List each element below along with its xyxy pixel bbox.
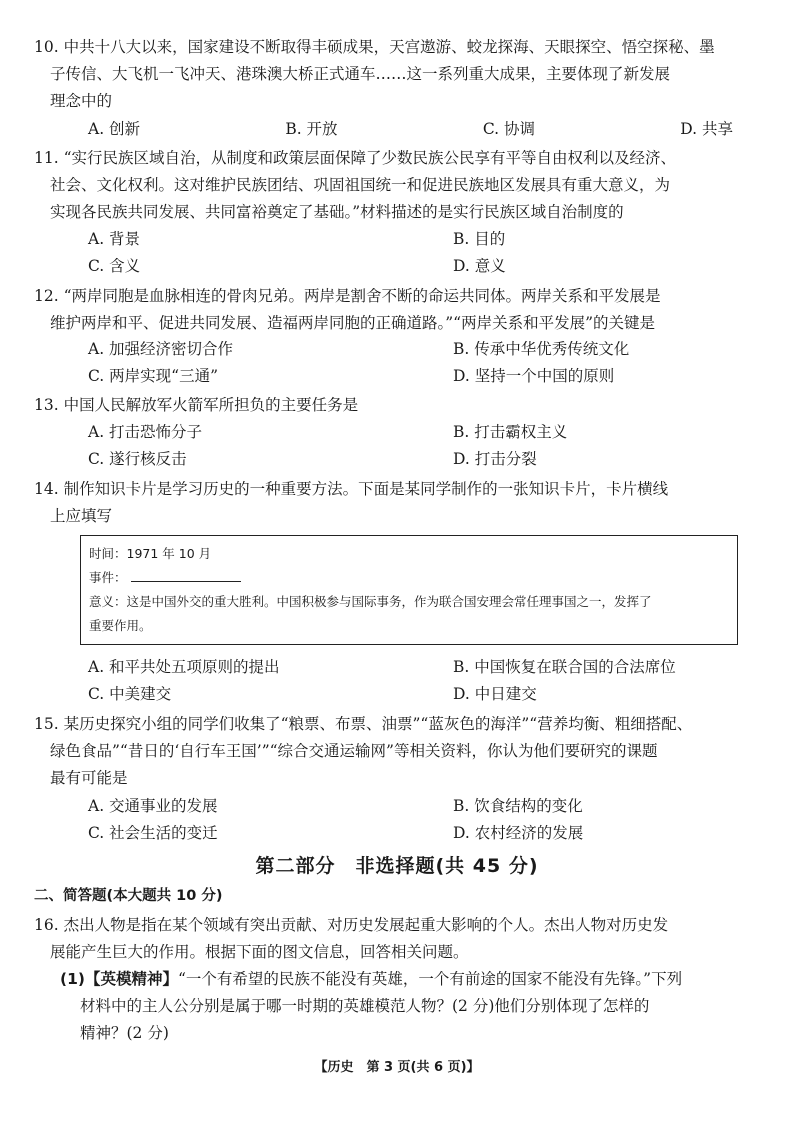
option-c[interactable]: C. 中美建交 <box>88 685 172 703</box>
card-meaning-line1: 意义：这是中国外交的重大胜利。中国积极参与国际事务，作为联合国安理会常任理事国之一，发挥了 <box>89 594 652 609</box>
option-b[interactable]: B. 打击霸权主义 <box>453 423 568 441</box>
option-d[interactable]: D. 农村经济的发展 <box>453 824 584 842</box>
question-10-line3: 理念中的 <box>50 92 113 110</box>
option-a[interactable]: A. 背景 <box>88 230 141 248</box>
option-a[interactable]: A. 创新 <box>88 120 141 138</box>
question-16 <box>34 912 744 966</box>
sub1-label: (1)【英模精神】 <box>60 970 178 988</box>
question-15-line3: 最有可能是 <box>50 769 128 787</box>
question-16-line1: 16. 杰出人物是指在某个领域有突出贡献、对历史发展起重大影响的个人。杰出人物对历史发 <box>34 916 669 934</box>
question-11-line2: 社会、文化权利。这对维护民族团结、巩固祖国统一和促进民族地区发展具有重大意义，为 <box>50 176 671 194</box>
option-a[interactable]: A. 打击恐怖分子 <box>88 423 203 441</box>
option-a[interactable]: A. 和平共处五项原则的提出 <box>88 658 280 676</box>
option-a[interactable]: A. 交通事业的发展 <box>88 797 218 815</box>
question-14 <box>34 476 744 530</box>
option-b[interactable]: B. 开放 <box>285 120 338 138</box>
option-d[interactable]: D. 打击分裂 <box>453 450 537 468</box>
section-subheading: 二、简答题(本大题共 10 分) <box>34 888 223 904</box>
question-15-options <box>88 793 738 847</box>
question-10-options <box>88 116 738 143</box>
question-12-line2: 维护两岸和平、促进共同发展、造福两岸同胞的正确道路。”“两岸关系和平发展”的关键是 <box>50 314 656 332</box>
sub1-line1: “一个有希望的民族不能没有英雄，一个有前途的国家不能没有先锋。”下列 <box>177 970 683 988</box>
question-16-line2: 展能产生巨大的作用。根据下面的图文信息，回答相关问题。 <box>50 943 469 961</box>
question-12 <box>34 283 744 337</box>
question-12-line1: 12. “两岸同胞是血脉相连的骨肉兄弟。两岸是割舍不断的命运共同体。两岸关系和平发展是 <box>34 287 661 305</box>
option-b[interactable]: B. 中国恢复在联合国的合法席位 <box>453 658 676 676</box>
option-d[interactable]: D. 中日建交 <box>453 685 537 703</box>
option-c[interactable]: C. 两岸实现“三通” <box>88 367 219 385</box>
question-14-options <box>88 654 738 708</box>
option-d[interactable]: D. 坚持一个中国的原则 <box>453 367 615 385</box>
question-10 <box>34 34 744 115</box>
knowledge-card <box>80 535 738 645</box>
question-10-line1: 10. 中共十八大以来，国家建设不断取得丰硕成果，天宫遨游、蛟龙探海、天眼探空、悟空探秘、墨 <box>34 38 715 56</box>
option-b[interactable]: B. 传承中华优秀传统文化 <box>453 340 630 358</box>
question-11-line3: 实现各民族共同发展、共同富裕奠定了基础。”材料描述的是实行民族区域自治制度的 <box>50 203 624 221</box>
question-13-options <box>88 419 738 473</box>
section-title: 第二部分 非选择题(共 45 分) <box>255 855 539 877</box>
option-b[interactable]: B. 目的 <box>453 230 506 248</box>
question-15-line1: 15. 某历史探究小组的同学们收集了“粮票、布票、油票”“蓝灰色的海洋”“营养均衡、粗细搭配、 <box>34 715 693 733</box>
question-15-line2: 绿色食品”“昔日的‘自行车王国’”“综合交通运输网”等相关资料，你认为他们要研究的课题 <box>50 742 658 760</box>
option-a[interactable]: A. 加强经济密切合作 <box>88 340 234 358</box>
option-c[interactable]: C. 协调 <box>482 120 535 138</box>
sub1-line3: 精神？(2 分) <box>80 1024 169 1042</box>
option-c[interactable]: C. 遂行核反击 <box>88 450 187 468</box>
option-d[interactable]: D. 意义 <box>453 257 506 275</box>
question-13-line1: 13. 中国人民解放军火箭军所担负的主要任务是 <box>34 396 359 414</box>
question-14-line2: 上应填写 <box>50 507 113 525</box>
question-10-line2: 子传信、大飞机一飞冲天、港珠澳大桥正式通车……这一系列重大成果，主要体现了新发展 <box>50 65 671 83</box>
card-event-label: 事件： <box>89 570 127 585</box>
option-c[interactable]: C. 含义 <box>88 257 141 275</box>
question-16-sub1 <box>60 966 744 1047</box>
page-footer: 【历史 第 3 页(共 6 页)】 <box>314 1060 480 1075</box>
question-12-options <box>88 336 738 390</box>
card-meaning-line2: 重要作用。 <box>89 618 152 633</box>
question-13 <box>34 392 744 419</box>
question-11-line1: 11. “实行民族区域自治，从制度和政策层面保障了少数民族公民享有平等自由权利以及经济、 <box>34 149 677 167</box>
card-event <box>89 566 731 590</box>
question-11 <box>34 145 744 226</box>
option-b[interactable]: B. 饮食结构的变化 <box>453 797 583 815</box>
option-d[interactable]: D. 共享 <box>680 120 733 138</box>
sub1-line2: 材料中的主人公分别是属于哪一时期的英雄模范人物？(2 分)他们分别体现了怎样的 <box>80 997 650 1015</box>
question-15 <box>34 711 744 792</box>
question-11-options <box>88 226 738 280</box>
question-14-line1: 14. 制作知识卡片是学习历史的一种重要方法。下面是某同学制作的一张知识卡片，卡片横线 <box>34 480 669 498</box>
option-c[interactable]: C. 社会生活的变迁 <box>88 824 218 842</box>
card-time: 时间：1971 年 10 月 <box>89 546 212 561</box>
card-event-blank[interactable] <box>131 567 241 582</box>
